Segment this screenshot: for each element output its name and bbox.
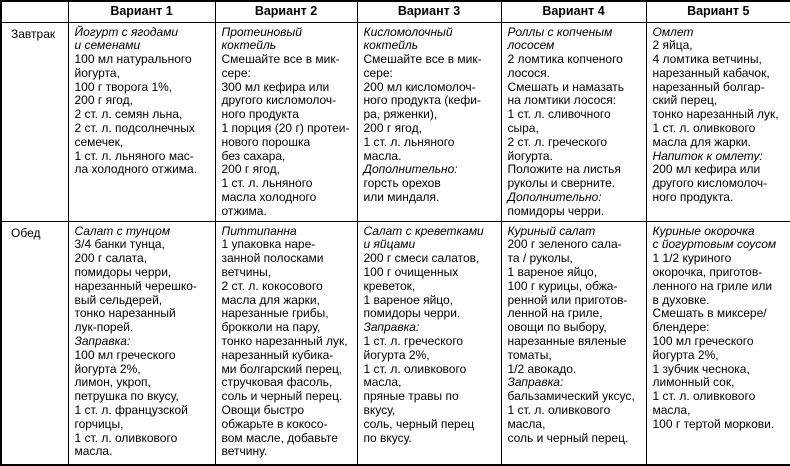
recipe-title-line: Йогурт с ягодами xyxy=(74,24,179,39)
recipe-text-line: соль и черный перец. xyxy=(507,430,629,445)
recipe-text-line: семечек, xyxy=(74,134,124,149)
recipe-text-line: 2 ст. л. семян льна, xyxy=(74,107,183,122)
meal-cell-breakfast-variant-1 xyxy=(68,22,215,221)
recipe-title-line: Заправка: xyxy=(74,334,131,349)
recipe-text-line: помидоры черри. xyxy=(507,203,605,218)
recipe-text-line: 1 ст. л. оливкового xyxy=(652,389,756,404)
meal-cell-breakfast-variant-5 xyxy=(646,22,790,221)
recipe-text-line: помидоры черри, xyxy=(74,265,172,280)
recipe-text-line: ветчины, xyxy=(221,265,272,280)
recipe-text-line: 200 г зеленого сала- xyxy=(507,237,622,252)
recipe-title-line: Заправка: xyxy=(363,320,420,335)
corner-header-cell xyxy=(1,1,68,22)
recipe-text-line: вом масле, добавьте xyxy=(221,430,338,445)
recipe-text-line: 2 ст. л. подсолнечных xyxy=(74,121,195,136)
recipe-text-line: йогурта. xyxy=(507,148,553,163)
recipe-text-line: овощи по выбору, xyxy=(507,320,607,335)
recipe-text-line: нарезанные грибы, xyxy=(221,306,329,321)
meal-cell-lunch-variant-4 xyxy=(501,221,646,465)
recipe-text-line: масла холодного xyxy=(221,190,317,205)
recipe-text-line: йогурта 2%, xyxy=(74,361,141,376)
recipe-text-line: 200 г салата, xyxy=(74,251,148,266)
recipe-text-line: 1/2 авокадо. xyxy=(507,361,577,376)
recipe-text-line: 100 мл греческого xyxy=(652,334,754,349)
recipe-text-line: масла. xyxy=(363,148,402,163)
recipe-text-line: 200 г смеси салатов, xyxy=(363,251,480,266)
recipe-title-line: Дополнительно: xyxy=(363,162,458,177)
recipe-text-line: 100 мл греческого xyxy=(74,347,176,362)
recipe-text-line: Смешайте все в мик- xyxy=(363,52,482,67)
recipe-text-line: ский перец, xyxy=(652,93,718,108)
recipe-title-line: и семенами xyxy=(74,38,141,53)
recipe-text-line: тонко нарезанный лук, xyxy=(221,334,348,349)
recipe-text-line: 1 1/2 куриного xyxy=(652,251,732,266)
recipe-text-line: или миндаля. xyxy=(363,190,440,205)
recipe-text-line: 200 г ягод, xyxy=(363,121,422,136)
row-label-lunch: Обед xyxy=(1,221,68,465)
recipe-title-line: Протеиновый xyxy=(221,24,302,39)
recipe-text-line: 2 ст. л. греческого xyxy=(507,134,608,149)
recipe-text-line: Смешать и намазать xyxy=(507,79,624,94)
recipe-text-line: 1 зубчик чеснока, xyxy=(652,361,750,376)
recipe-title-line: лососем xyxy=(507,38,555,53)
recipe-text-line: масла, xyxy=(363,375,402,390)
recipe-text-line: Смешайте все в мик- xyxy=(221,52,340,67)
recipe-text-line: окорочка, приготов- xyxy=(652,265,763,280)
recipe-text-line: йогурта, xyxy=(74,65,120,80)
recipe-title-line: с йогуртовым соусом xyxy=(652,237,777,252)
recipe-text-line: 1 ст. л. оливкового xyxy=(652,121,756,136)
recipe-title-line: Роллы с копченым xyxy=(507,24,613,39)
recipe-text-line: 1 ст. л. оливкового xyxy=(363,361,467,376)
recipe-text-line: 200 г ягод, xyxy=(221,162,280,177)
recipe-text-line: ренной или приготов- xyxy=(507,292,628,307)
recipe-text-line: вкусу, xyxy=(363,403,396,418)
recipe-text-line: 4 ломтика ветчины, xyxy=(652,52,762,67)
recipe-text-line: нарезанный болгар- xyxy=(652,79,765,94)
header-row xyxy=(1,1,790,22)
recipe-text-line: масла для жарки, xyxy=(221,292,320,307)
table-row-breakfast xyxy=(1,22,790,221)
recipe-title-line: Куриные окорочка xyxy=(652,223,755,238)
recipe-text-line: ного продукта. xyxy=(652,190,734,205)
recipe-text-line: ного продукта (кефи- xyxy=(363,93,481,108)
recipe-text-line: ла холодного отжима. xyxy=(74,162,198,177)
recipe-text-line: сыра, xyxy=(507,121,539,136)
recipe-text-line: 100 мл натурального xyxy=(74,52,192,67)
recipe-text-line: соль и черный перец. xyxy=(221,389,343,404)
meal-cell-breakfast-variant-4 xyxy=(501,22,646,221)
recipe-title-line: Напиток к омлету: xyxy=(652,148,763,163)
recipe-text-line: 100 г творога 1%, xyxy=(74,79,173,94)
column-header-variant-5: Вариант 5 xyxy=(646,1,790,22)
recipe-title-line: Куриный салат xyxy=(507,223,596,238)
recipe-text-line: ленной на гриле, xyxy=(507,306,603,321)
recipe-text-line: на ломтики лосося: xyxy=(507,93,617,108)
recipe-title-line: Дополнительно: xyxy=(507,190,602,205)
recipe-text-line: нарезанный черешко- xyxy=(74,278,197,293)
recipe-text-line: брокколи на пару, xyxy=(221,320,321,335)
recipe-text-line: масла для жарки. xyxy=(652,134,751,149)
recipe-text-line: та / руколы, xyxy=(507,251,573,266)
recipe-text-line: стручковая фасоль, xyxy=(221,375,333,390)
recipe-text-line: обжарьте в кокосо- xyxy=(221,416,328,431)
column-header-variant-4: Вариант 4 xyxy=(501,1,646,22)
recipe-text-line: вый сельдерей, xyxy=(74,292,163,307)
meal-cell-lunch-variant-2 xyxy=(215,221,357,465)
recipe-text-line: лимонный сок, xyxy=(652,375,735,390)
recipe-text-line: горчицы, xyxy=(74,416,124,431)
recipe-text-line: помидоры черри. xyxy=(363,306,461,321)
recipe-text-line: бальзамический уксус, xyxy=(507,389,635,404)
recipe-text-line: йогурта 2%, xyxy=(363,347,430,362)
recipe-text-line: Смешать в миксере/ xyxy=(652,306,767,321)
recipe-text-line: лосося. xyxy=(507,65,550,80)
recipe-title-line: коктейль xyxy=(221,38,277,53)
recipe-text-line: 1 вареное яйцо, xyxy=(507,265,598,280)
recipe-text-line: 2 ст. л. кокосового xyxy=(221,278,323,293)
recipe-text-line: сере: xyxy=(221,65,251,80)
recipe-text-line: 2 ломтика копченого xyxy=(507,52,623,67)
recipe-text-line: масла. xyxy=(74,444,113,459)
column-header-variant-1: Вариант 1 xyxy=(68,1,215,22)
recipe-text-line: 100 г очищенных xyxy=(363,265,459,280)
recipe-text-line: 1 ст. л. греческого xyxy=(363,334,464,349)
recipe-text-line: 1 ст. л. льняного мас- xyxy=(74,148,194,163)
recipe-text-line: ного продукта xyxy=(221,107,299,122)
recipe-text-line: 1 ст. л. французской xyxy=(74,403,188,418)
recipe-text-line: 1 ст. л. сливочного xyxy=(507,107,611,122)
recipe-text-line: тонко нарезанный xyxy=(74,306,176,321)
recipe-text-line: другого кисломолоч- xyxy=(221,93,337,108)
recipe-text-line: масла, xyxy=(507,416,546,431)
recipe-text-line: Овощи быстро xyxy=(221,403,304,418)
recipe-text-line: 1 ст. л. оливкового xyxy=(507,403,611,418)
meal-cell-breakfast-variant-3 xyxy=(357,22,501,221)
row-label-breakfast: Завтрак xyxy=(1,22,68,221)
recipe-title-line: и яйцами xyxy=(363,237,416,252)
recipe-text-line: ленного на гриле или xyxy=(652,278,773,293)
recipe-title-line: Питтипанна xyxy=(221,223,297,238)
recipe-title-line: Кисломолочный xyxy=(363,24,453,39)
recipe-text-line: пряные травы по xyxy=(363,389,459,404)
recipe-text-line: другого кисломолоч- xyxy=(652,176,768,191)
recipe-title-line: Салат с тунцом xyxy=(74,223,171,238)
recipe-text-line: в духовке. xyxy=(652,292,710,307)
recipe-text-line: тонко нарезанный лук, xyxy=(652,107,779,122)
recipe-text-line: 200 г ягод, xyxy=(74,93,133,108)
recipe-text-line: нарезанные вяленые xyxy=(507,334,627,349)
recipe-text-line: нового порошка xyxy=(221,134,311,149)
recipe-text-line: сере: xyxy=(363,65,393,80)
recipe-text-line: масла, xyxy=(652,403,691,418)
recipe-text-line: лук-порей. xyxy=(74,320,134,335)
recipe-text-line: 1 ст. л. оливкового xyxy=(74,430,178,445)
recipe-text-line: 200 мл кефира или xyxy=(652,162,761,177)
recipe-text-line: 100 г курицы, обжа- xyxy=(507,278,618,293)
recipe-text-line: отжима. xyxy=(221,203,267,218)
recipe-text-line: Положите на листья xyxy=(507,162,621,177)
recipe-title-line: Салат с креветками xyxy=(363,223,484,238)
recipe-text-line: горсть орехов xyxy=(363,176,441,191)
recipe-text-line: 300 мл кефира или xyxy=(221,79,330,94)
recipe-text-line: 1 вареное яйцо, xyxy=(363,292,454,307)
recipe-text-line: 100 г тертой моркови. xyxy=(652,416,775,431)
recipe-title-line: Омлет xyxy=(652,24,694,39)
recipe-text-line: лимон, укроп, xyxy=(74,375,151,390)
recipe-text-line: 200 мл кисломолоч- xyxy=(363,79,476,94)
recipe-text-line: руколы и сверните. xyxy=(507,176,616,191)
recipe-text-line: 2 яйца, xyxy=(652,38,693,53)
recipe-text-line: нарезанный кубика- xyxy=(221,347,334,362)
meal-cell-lunch-variant-3 xyxy=(357,221,501,465)
recipe-title-line: коктейль xyxy=(363,38,419,53)
recipe-text-line: 1 ст. л. льняного xyxy=(363,134,455,149)
meal-cell-breakfast-variant-2 xyxy=(215,22,357,221)
recipe-text-line: 1 упаковка наре- xyxy=(221,237,316,252)
recipe-title-line: Заправка: xyxy=(507,375,564,390)
recipe-text-line: 1 ст. л. льняного xyxy=(221,176,313,191)
recipe-text-line: йогурта 2%, xyxy=(652,347,719,362)
meal-cell-lunch-variant-1 xyxy=(68,221,215,465)
recipe-text-line: соль, черный перец xyxy=(363,416,475,431)
recipe-text-line: 1 порция (20 г) протеи- xyxy=(221,121,350,136)
recipe-text-line: ветчину. xyxy=(221,444,268,459)
recipe-text-line: ра, ряженки), xyxy=(363,107,438,122)
recipe-text-line: ми болгарский перец, xyxy=(221,361,343,376)
table-row-lunch xyxy=(1,221,790,465)
meal-cell-lunch-variant-5 xyxy=(646,221,790,465)
recipe-text-line: 3/4 банки тунца, xyxy=(74,237,165,252)
recipe-text-line: креветок, xyxy=(363,278,416,293)
recipe-text-line: по вкусу. xyxy=(363,430,412,445)
recipe-text-line: занной полосками xyxy=(221,251,324,266)
column-header-variant-3: Вариант 3 xyxy=(357,1,501,22)
recipe-text-line: без сахара, xyxy=(221,148,286,163)
column-header-variant-2: Вариант 2 xyxy=(215,1,357,22)
recipe-text-line: блендере: xyxy=(652,320,710,335)
recipe-text-line: петрушка по вкусу, xyxy=(74,389,179,404)
recipe-text-line: томаты, xyxy=(507,347,552,362)
recipe-text-line: нарезанный кабачок, xyxy=(652,65,770,80)
